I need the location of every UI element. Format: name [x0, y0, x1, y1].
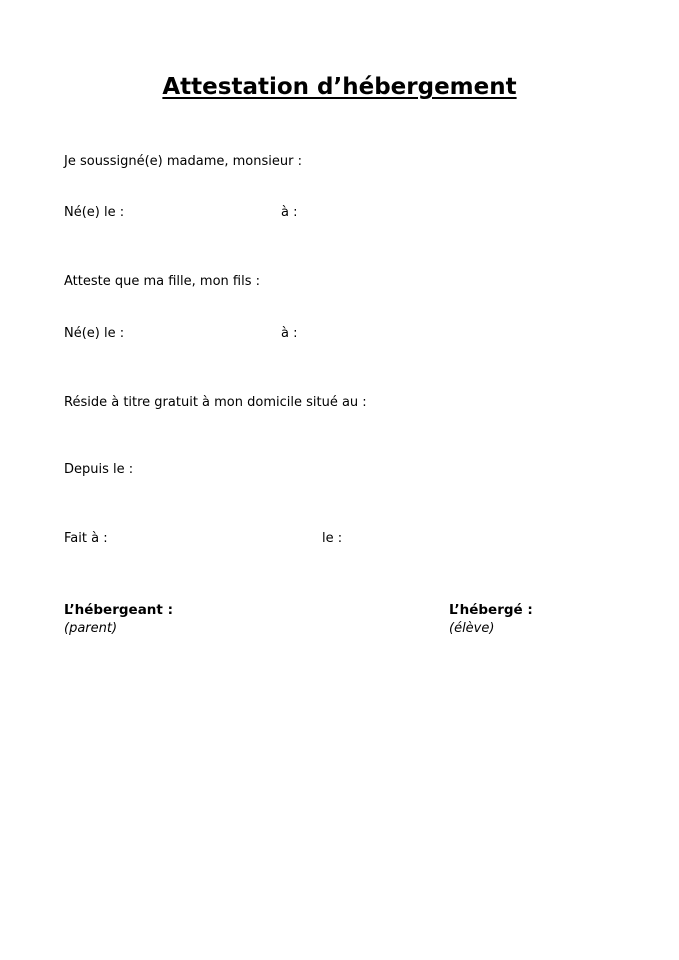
- birth-place-label-parent: à :: [281, 205, 298, 220]
- document-title: Attestation d’hébergement: [162, 74, 517, 100]
- soussigne-label: Je soussigné(e) madame, monsieur :: [64, 154, 302, 169]
- heberge-signature-label: L’hébergé :: [449, 602, 533, 618]
- hebergeant-role: (parent): [64, 621, 118, 636]
- signed-date-label: le :: [322, 531, 343, 546]
- hebergeant-signature-label: L’hébergeant :: [64, 602, 173, 618]
- since-date-label: Depuis le :: [64, 462, 134, 477]
- heberge-role: (élève): [449, 621, 495, 636]
- signed-at-label: Fait à :: [64, 531, 108, 546]
- birth-place-label-child: à :: [281, 326, 298, 341]
- residence-label: Réside à titre gratuit à mon domicile situé au :: [64, 395, 367, 410]
- birth-date-label-parent: Né(e) le :: [64, 205, 125, 220]
- atteste-label: Atteste que ma fille, mon fils :: [64, 274, 260, 289]
- birth-date-label-child: Né(e) le :: [64, 326, 125, 341]
